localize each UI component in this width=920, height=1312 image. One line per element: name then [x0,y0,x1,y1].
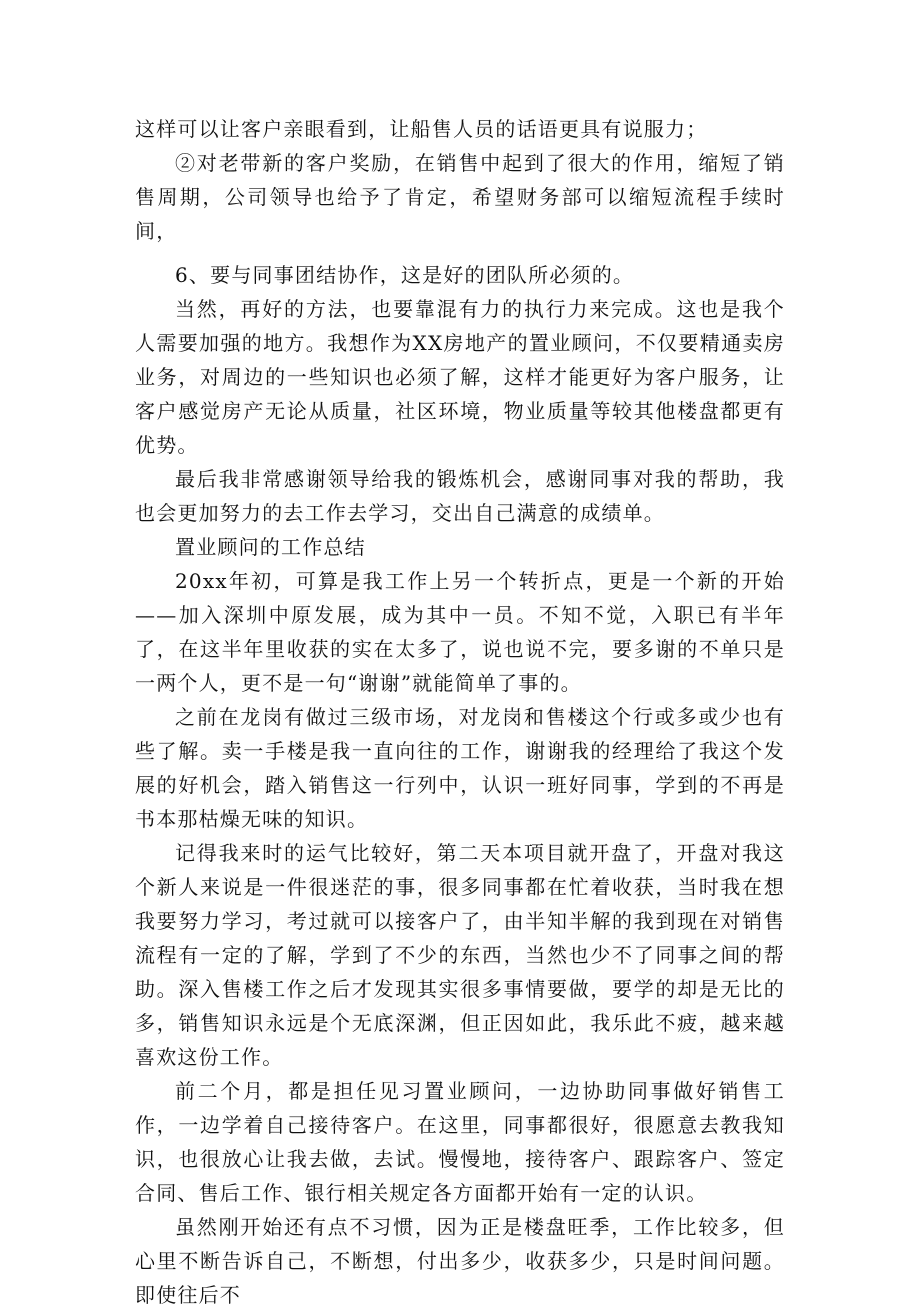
section-title: 置业顾问的工作总结 [175,535,366,559]
paragraph-teamwork: 6、要与同事团结协作，这是好的团队所必须的。 [175,263,635,287]
paragraph-gap [135,248,785,258]
document-body [135,112,785,1312]
paragraph-intro: 20xx年初，可算是我工作上另一个转折点，更是一个新的开始——加入深圳中原发展，成为其中一员。不知不觉，入职已有半年了，在这半年里收获的实在太多了，说也说不完，要多谢的不单只是一两个人，更不是一句“谢谢”就能简单了事的。 [135,569,785,695]
paragraph-trainee: 前二个月，都是担任见习置业顾问，一边协助同事做好销售工作，一边学着自己接待客户。在这里，同事都很好，很愿意去教我知识，也很放心让我去做，去试。慢慢地，接待客户、跟踪客户、签定合同、售后工作、银行相关规定各方面都开始有一定的认识。 [135,1079,785,1205]
paragraph-busy-season: 虽然刚开始还有点不习惯，因为正是楼盘旺季，工作比较多，但心里不断告诉自己，不断想，付出多少，收获多少，只是时间问题。即使往后不 [135,1215,785,1307]
paragraph-continuation: 这样可以让客户亲眼看到，让船售人员的话语更具有说服力； [135,117,708,141]
paragraph-longgang: 之前在龙岗有做过三级市场，对龙岗和售楼这个行或多或少也有些了解。卖一手楼是我一直向往的工作，谢谢我的经理给了我这个发展的好机会，踏入销售这一行列中，认识一班好同事，学到的不再是书本那枯燥无味的知识。 [135,705,785,831]
paragraph-thanks: 最后我非常感谢领导给我的锻炼机会，感谢同事对我的帮助，我也会更加努力的去工作去学习，交出自己满意的成绩单。 [135,467,785,525]
paragraph-execution: 当然，再好的方法，也要靠混有力的执行力来完成。这也是我个人需要加强的地方。我想作为XX房地产的置业顾问，不仅要精通卖房业务，对周边的一些知识也必须了解，这样才能更好为客户服务，让客户感觉房产无论从质量，社区环境，物业质量等较其他楼盘都更有优势。 [135,297,785,457]
paragraph-referral-reward: ②对老带新的客户奖励，在销售中起到了很大的作用，缩短了销售周期，公司领导也给予了肯定，希望财务部可以缩短流程手续时间， [135,151,785,243]
paragraph-opening: 记得我来时的运气比较好，第二天本项目就开盘了，开盘对我这个新人来说是一件很迷茫的事，很多同事都在忙着收获，当时我在想我要努力学习，考过就可以接客户了，由半知半解的我到现在对销售流程有一定的了解，学到了不少的东西，当然也少不了同事之间的帮助。深入售楼工作之后才发现其实很多事情要做，要学的却是无比的多，销售知识永远是个无底深渊，但正因如此，我乐此不疲，越来越喜欢这份工作。 [135,841,785,1069]
